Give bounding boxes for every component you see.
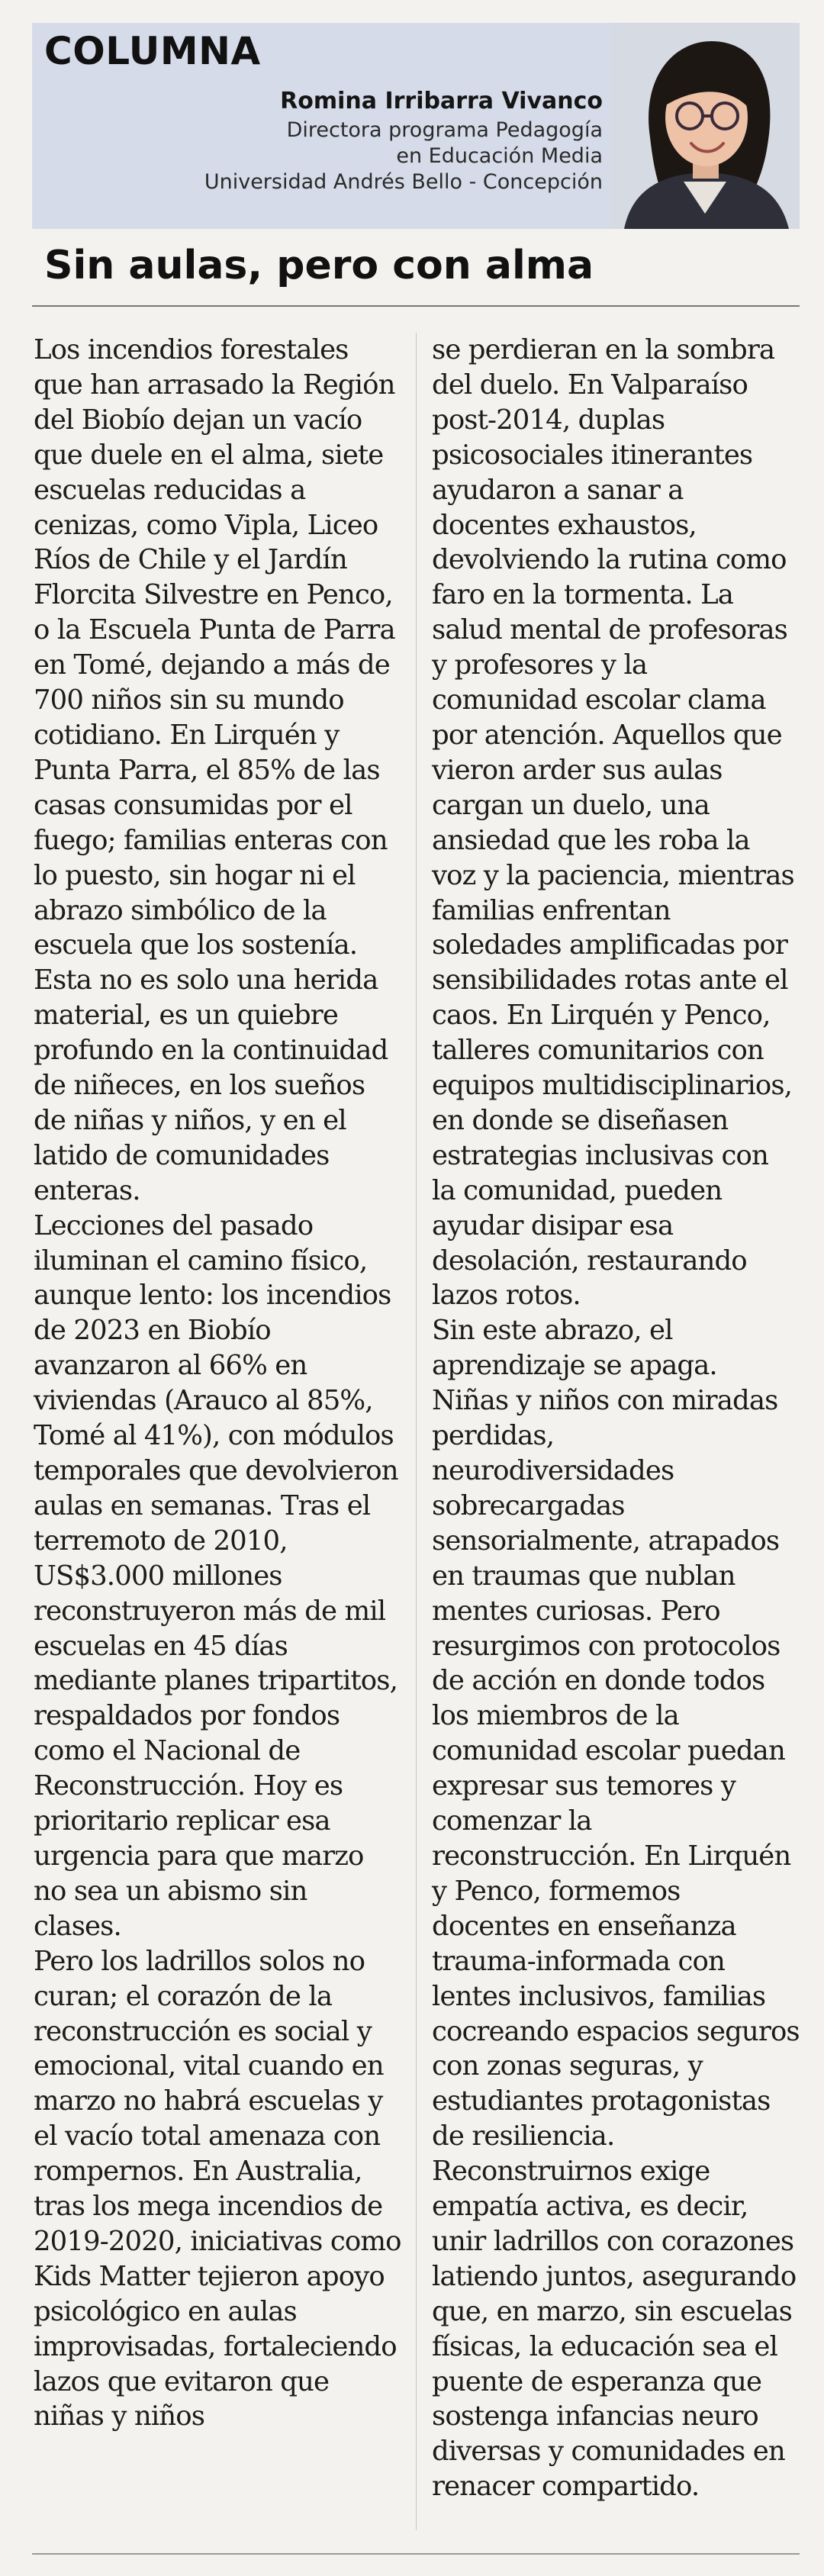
- footer-divider: [32, 2553, 800, 2555]
- author-block: [204, 88, 603, 195]
- column-divider: [416, 333, 417, 2530]
- right-paragraph-1: se perdieran en la sombra del duelo. En Valparaíso post-2014, duplas psicosociales itinerantes ayudaron a sanar a docentes exhaustos, devolviendo la rutina como faro en la tormenta. La salud mental de profesoras y profesores y la comunidad escolar clama por atención. Aquellos que vieron arder sus aulas cargan un duelo, una ansiedad que les roba la voz y la paciencia, mientras familias enfrentan soledades amplificadas por sensibilidades rotas ante el caos. En Lirquén y Penco, talleres comunitarios con equipos multidisciplinarios, en donde se diseñasen estrategias inclusivas con la comunidad, pueden ayudar disipar esa desolación, restaurando lazos rotos.: [432, 334, 794, 1312]
- author-portrait-icon: [610, 23, 800, 229]
- left-paragraph-1: Los incendios forestales que han arrasado la Región del Biobío dejan un vacío que duele en el alma, siete escuelas reducidas a cenizas, como Vipla, Liceo Ríos de Chile y el Jardín Florcita Silvestre en Penco, o la Escuela Punta de Parra en Tomé, dejando a más de 700 niños sin su mundo cotidiano. En Lirquén y Punta Parra, el 85% de las casas consumidas por el fuego; familias enteras con lo puesto, sin hogar ni el abrazo simbólico de la escuela que los sostenía. Esta no es solo una herida material, es un quiebre profundo en la continuidad de niñeces, en los sueños de niñas y niños, y en el latido de comunidades enteras.: [34, 334, 395, 1206]
- headline: Sin aulas, pero con alma: [44, 243, 594, 288]
- author-affiliation: Universidad Andrés Bello - Concepción: [204, 170, 603, 194]
- headline-divider: [32, 305, 800, 307]
- left-paragraph-2: Lecciones del pasado iluminan el camino físico, aunque lento: los incendios de 2023 en Biobío avanzaron al 66% en viviendas (Arauco al 85%, Tomé al 41%), con módulos temporales que devolvieron aulas en semanas. Tras el terremoto de 2010, US$3.000 millones reconstruyeron más de mil escuelas en 45 días mediante planes tripartitos, respaldados por fondos como el Nacional de Reconstrucción. Hoy es prioritario replicar esa urgencia para que marzo no sea un abismo sin clases.: [34, 1209, 398, 1942]
- section-label: COLUMNA: [44, 29, 261, 73]
- right-column: [432, 333, 800, 2504]
- left-column: [34, 333, 401, 2434]
- author-name: Romina Irribarra Vivanco: [280, 88, 603, 114]
- author-photo: [610, 23, 800, 229]
- author-role-line1: Directora programa Pedagogía: [286, 118, 603, 142]
- left-paragraph-3: Pero los ladrillos solos no curan; el corazón de la reconstrucción es social y emocional, vital cuando en marzo no habrá escuelas y el vacío total amenaza con rompernos. En Australia, tras los mega incendios de 2019-2020, iniciativas como Kids Matter tejieron apoyo psicológico en aulas improvisadas, fortaleciendo lazos que evitaron que niñas y niños: [34, 1945, 401, 2433]
- right-paragraph-2: Sin este abrazo, el aprendizaje se apaga. Niñas y niños con miradas perdidas, neurodiversidades sobrecargadas sensorialmente, atrapados en traumas que nublan mentes curiosas. Pero resurgimos con protocolos de acción en donde todos los miembros de la comunidad escolar puedan expresar sus temores y comenzar la reconstrucción. En Lirquén y Penco, formemos docentes en enseñanza trauma-informada con lentes inclusivos, familias cocreando espacios seguros con zonas seguras, y estudiantes protagonistas de resiliencia. Reconstruirnos exige empatía activa, es decir, unir ladrillos con corazones latiendo juntos, asegurando que, en marzo, sin escuelas físicas, la educación sea el puente de esperanza que sostenga infancias neuro diversas y comunidades en renacer compartido.: [432, 1315, 800, 2503]
- author-role-line2: en Educación Media: [396, 144, 603, 168]
